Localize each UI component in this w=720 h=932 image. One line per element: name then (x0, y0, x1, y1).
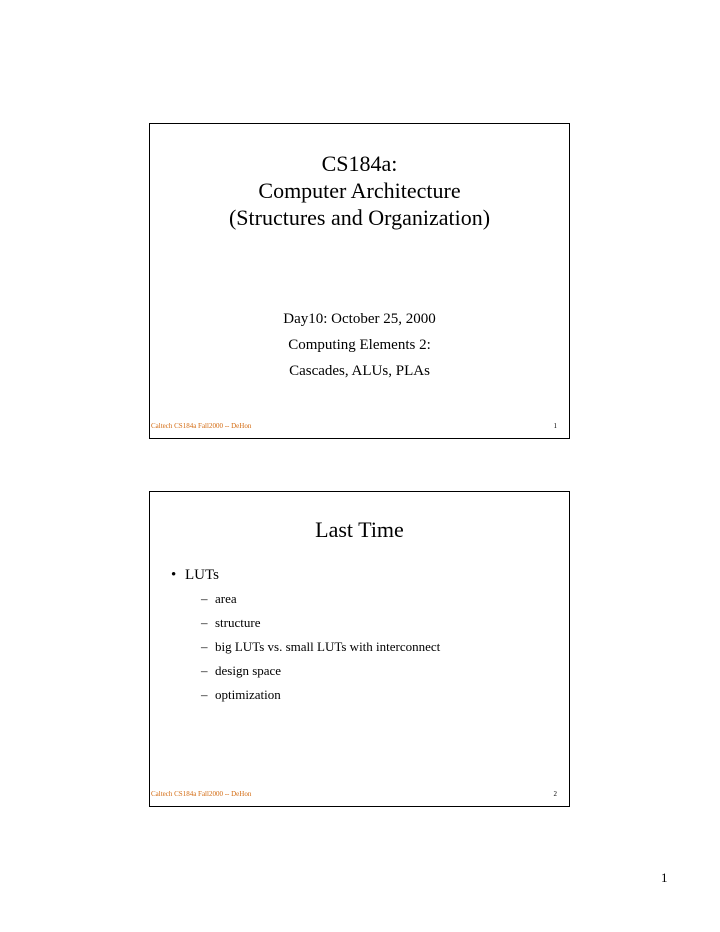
slide-1-title-line-3: (Structures and Organization) (228, 205, 491, 230)
dash-icon: – (201, 663, 208, 678)
slide-1-footer-number: 1 (553, 422, 557, 430)
bullet-item (171, 563, 440, 587)
dash-icon: – (201, 639, 208, 654)
slide-1-title-line-2: Computer Architecture (258, 178, 461, 203)
page-number: 1 (661, 870, 668, 885)
sub-bullet-text: area (215, 591, 237, 606)
bullet-text: LUTs (185, 567, 219, 583)
slide-1-title (150, 150, 569, 231)
dash-icon: – (201, 591, 208, 606)
dash-icon: – (201, 615, 208, 630)
slide-2 (149, 491, 570, 807)
slide-1-subtitle (150, 306, 569, 384)
sub-bullet-item (201, 611, 440, 635)
slide-1-date-line: Day10: October 25, 2000 (283, 311, 436, 327)
slide-1-subtopic-line: Cascades, ALUs, PLAs (289, 363, 430, 379)
sub-bullet-text: structure (215, 615, 261, 630)
sub-bullet-item (201, 683, 440, 707)
sub-bullet-text: design space (215, 663, 282, 678)
bullet-icon: • (171, 567, 177, 583)
slide-2-footer-credit: Caltech CS184a Fall2000 -- DeHon (151, 790, 252, 798)
dash-icon: – (201, 687, 208, 702)
slide-1-topic-line: Computing Elements 2: (288, 337, 431, 353)
slide-2-title: Last Time (315, 517, 404, 542)
sub-bullet-item (201, 659, 440, 683)
slide-1-footer-credit: Caltech CS184a Fall2000 -- DeHon (151, 422, 252, 430)
sub-bullet-list (201, 587, 440, 707)
slide-2-footer-number: 2 (553, 790, 557, 798)
sub-bullet-text: optimization (215, 687, 281, 702)
sub-bullet-text: big LUTs vs. small LUTs with interconnect (215, 639, 441, 654)
sub-bullet-item (201, 587, 440, 611)
sub-bullet-item (201, 635, 440, 659)
slide-1-title-line-1: CS184a: (321, 151, 398, 176)
slide-1 (149, 123, 570, 439)
slide-2-bullet-list (171, 563, 440, 707)
